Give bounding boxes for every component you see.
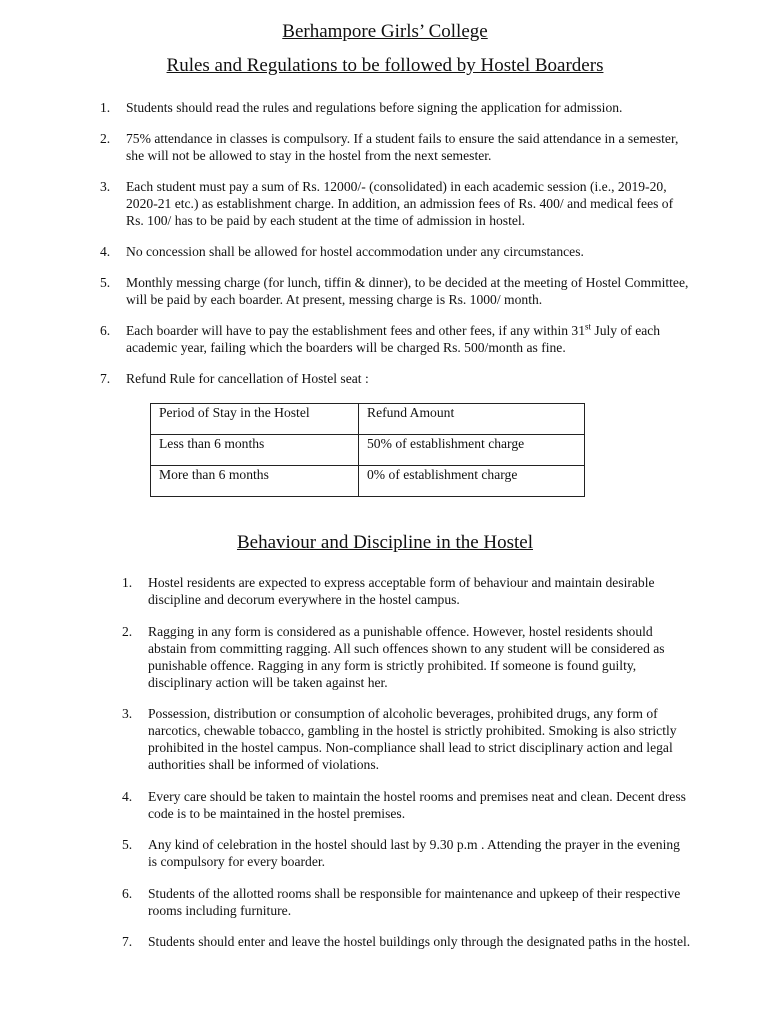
rule-text: Students should read the rules and regulations before signing the application for admission. — [126, 100, 623, 115]
behaviour-item — [122, 836, 692, 870]
rule-item — [100, 130, 690, 164]
item-number: 6. — [122, 885, 133, 901]
rule-text: Each student must pay a sum of Rs. 12000/- (consolidated) in each academic session (i.e., 2019-20, 2020-21 etc.) as establishment charge. In addition, an admission fees of Rs. 400/ and medical fees of Rs. 100/ has to be paid by each student at the time of admission in hostel. — [126, 179, 674, 228]
rule-text: No concession shall be allowed for hostel accommodation under any circumstances. — [126, 244, 584, 259]
rule-text-start: Each boarder will have to pay the establishment fees and other fees, if any within 31 — [126, 323, 586, 338]
item-number: 3. — [122, 706, 133, 721]
table-cell: Less than 6 months — [151, 435, 359, 466]
item-text: Every care should be taken to maintain the hostel rooms and premises neat and clean. Decent dress code is to be maintained in the hostel premises. — [148, 788, 686, 821]
item-number: 5. — [122, 837, 133, 852]
item-text: Students of the allotted rooms shall be responsible for maintenance and upkeep of their respective rooms including furniture. — [148, 885, 681, 918]
item-text: Possession, distribution or consumption of alcoholic beverages, prohibited drugs, any form of narcotics, chewable tobacco, gambling in the hostel is strictly prohibited. Smoking is also strictly prohibited in the hostel campus. Non-compliance shall lead to strict disciplinary action and legal authorities shall be informed of violations. — [148, 706, 677, 772]
item-text: Hostel residents are expected to express acceptable form of behaviour and maintain desirable discipline and decorum everywhere in the hostel campus. — [148, 575, 655, 607]
behaviour-list — [122, 574, 692, 965]
item-number: 4. — [122, 788, 133, 804]
table-header-cell: Period of Stay in the Hostel — [151, 404, 359, 435]
rule-text: Refund Rule for cancellation of Hostel seat : — [126, 371, 369, 386]
rule-item — [100, 243, 690, 260]
item-text: Students should enter and leave the hostel buildings only through the designated paths in the hostel. — [148, 934, 691, 949]
rule-number: 4. — [100, 244, 111, 259]
college-title: Berhampore Girls’ College — [282, 21, 488, 42]
item-number: 2. — [122, 623, 133, 639]
rule-number: 2. — [100, 131, 111, 146]
table-row — [151, 435, 585, 466]
behaviour-item — [122, 574, 692, 608]
rule-text-end: July of each academic year, failing which the boarders will be charged Rs. 500/month as fine. — [126, 323, 661, 355]
item-text: Any kind of celebration in the hostel should last by 9.30 p.m . Attending the prayer in the evening is compulsory for every boarder. — [148, 837, 680, 869]
table-cell: More than 6 months — [151, 466, 359, 497]
table-row — [151, 466, 585, 497]
item-text: Ragging in any form is considered as a punishable offence. However, hostel residents should abstain from committing ragging. All such offences shown to any student will be considered as punishable offence. Ragging in any form is strictly prohibited. If someone is found guilty, disciplinary action will be taken against her. — [148, 623, 665, 690]
behaviour-item — [122, 705, 692, 773]
rules-heading: Rules and Regulations to be followed by Hostel Boarders — [166, 55, 604, 76]
rule-item — [100, 274, 690, 308]
behaviour-item — [122, 933, 692, 950]
rule-item — [100, 322, 690, 356]
item-number: 7. — [122, 934, 133, 949]
behaviour-heading: Behaviour and Discipline in the Hostel — [236, 532, 534, 553]
rules-list — [100, 99, 690, 401]
rule-number: 3. — [100, 179, 111, 194]
table-header-row — [151, 404, 585, 435]
behaviour-item — [122, 623, 692, 691]
rule-item — [100, 178, 690, 229]
rule-text: 75% attendance in classes is compulsory. If a student fails to ensure the said attendance in a semester, she will not be allowed to stay in the hostel from the next semester. — [126, 131, 679, 163]
rule-item — [100, 99, 690, 116]
behaviour-item — [122, 788, 692, 822]
rule-text: Monthly messing charge (for lunch, tiffin & dinner), to be decided at the meeting of Hostel Committee, will be paid by each boarder. At present, messing charge is Rs. 1000/ month. — [126, 275, 689, 307]
table-cell: 50% of establishment charge — [359, 435, 585, 466]
ordinal-suffix: st — [585, 321, 592, 332]
refund-table — [150, 403, 585, 497]
rule-number: 5. — [100, 275, 111, 290]
table-header-cell: Refund Amount — [359, 404, 585, 435]
table-cell: 0% of establishment charge — [359, 466, 585, 497]
rule-item — [100, 370, 690, 387]
behaviour-item — [122, 885, 692, 919]
item-number: 1. — [122, 575, 133, 590]
rule-number: 7. — [100, 371, 111, 386]
rule-number: 6. — [100, 323, 111, 338]
rule-number: 1. — [100, 100, 111, 115]
